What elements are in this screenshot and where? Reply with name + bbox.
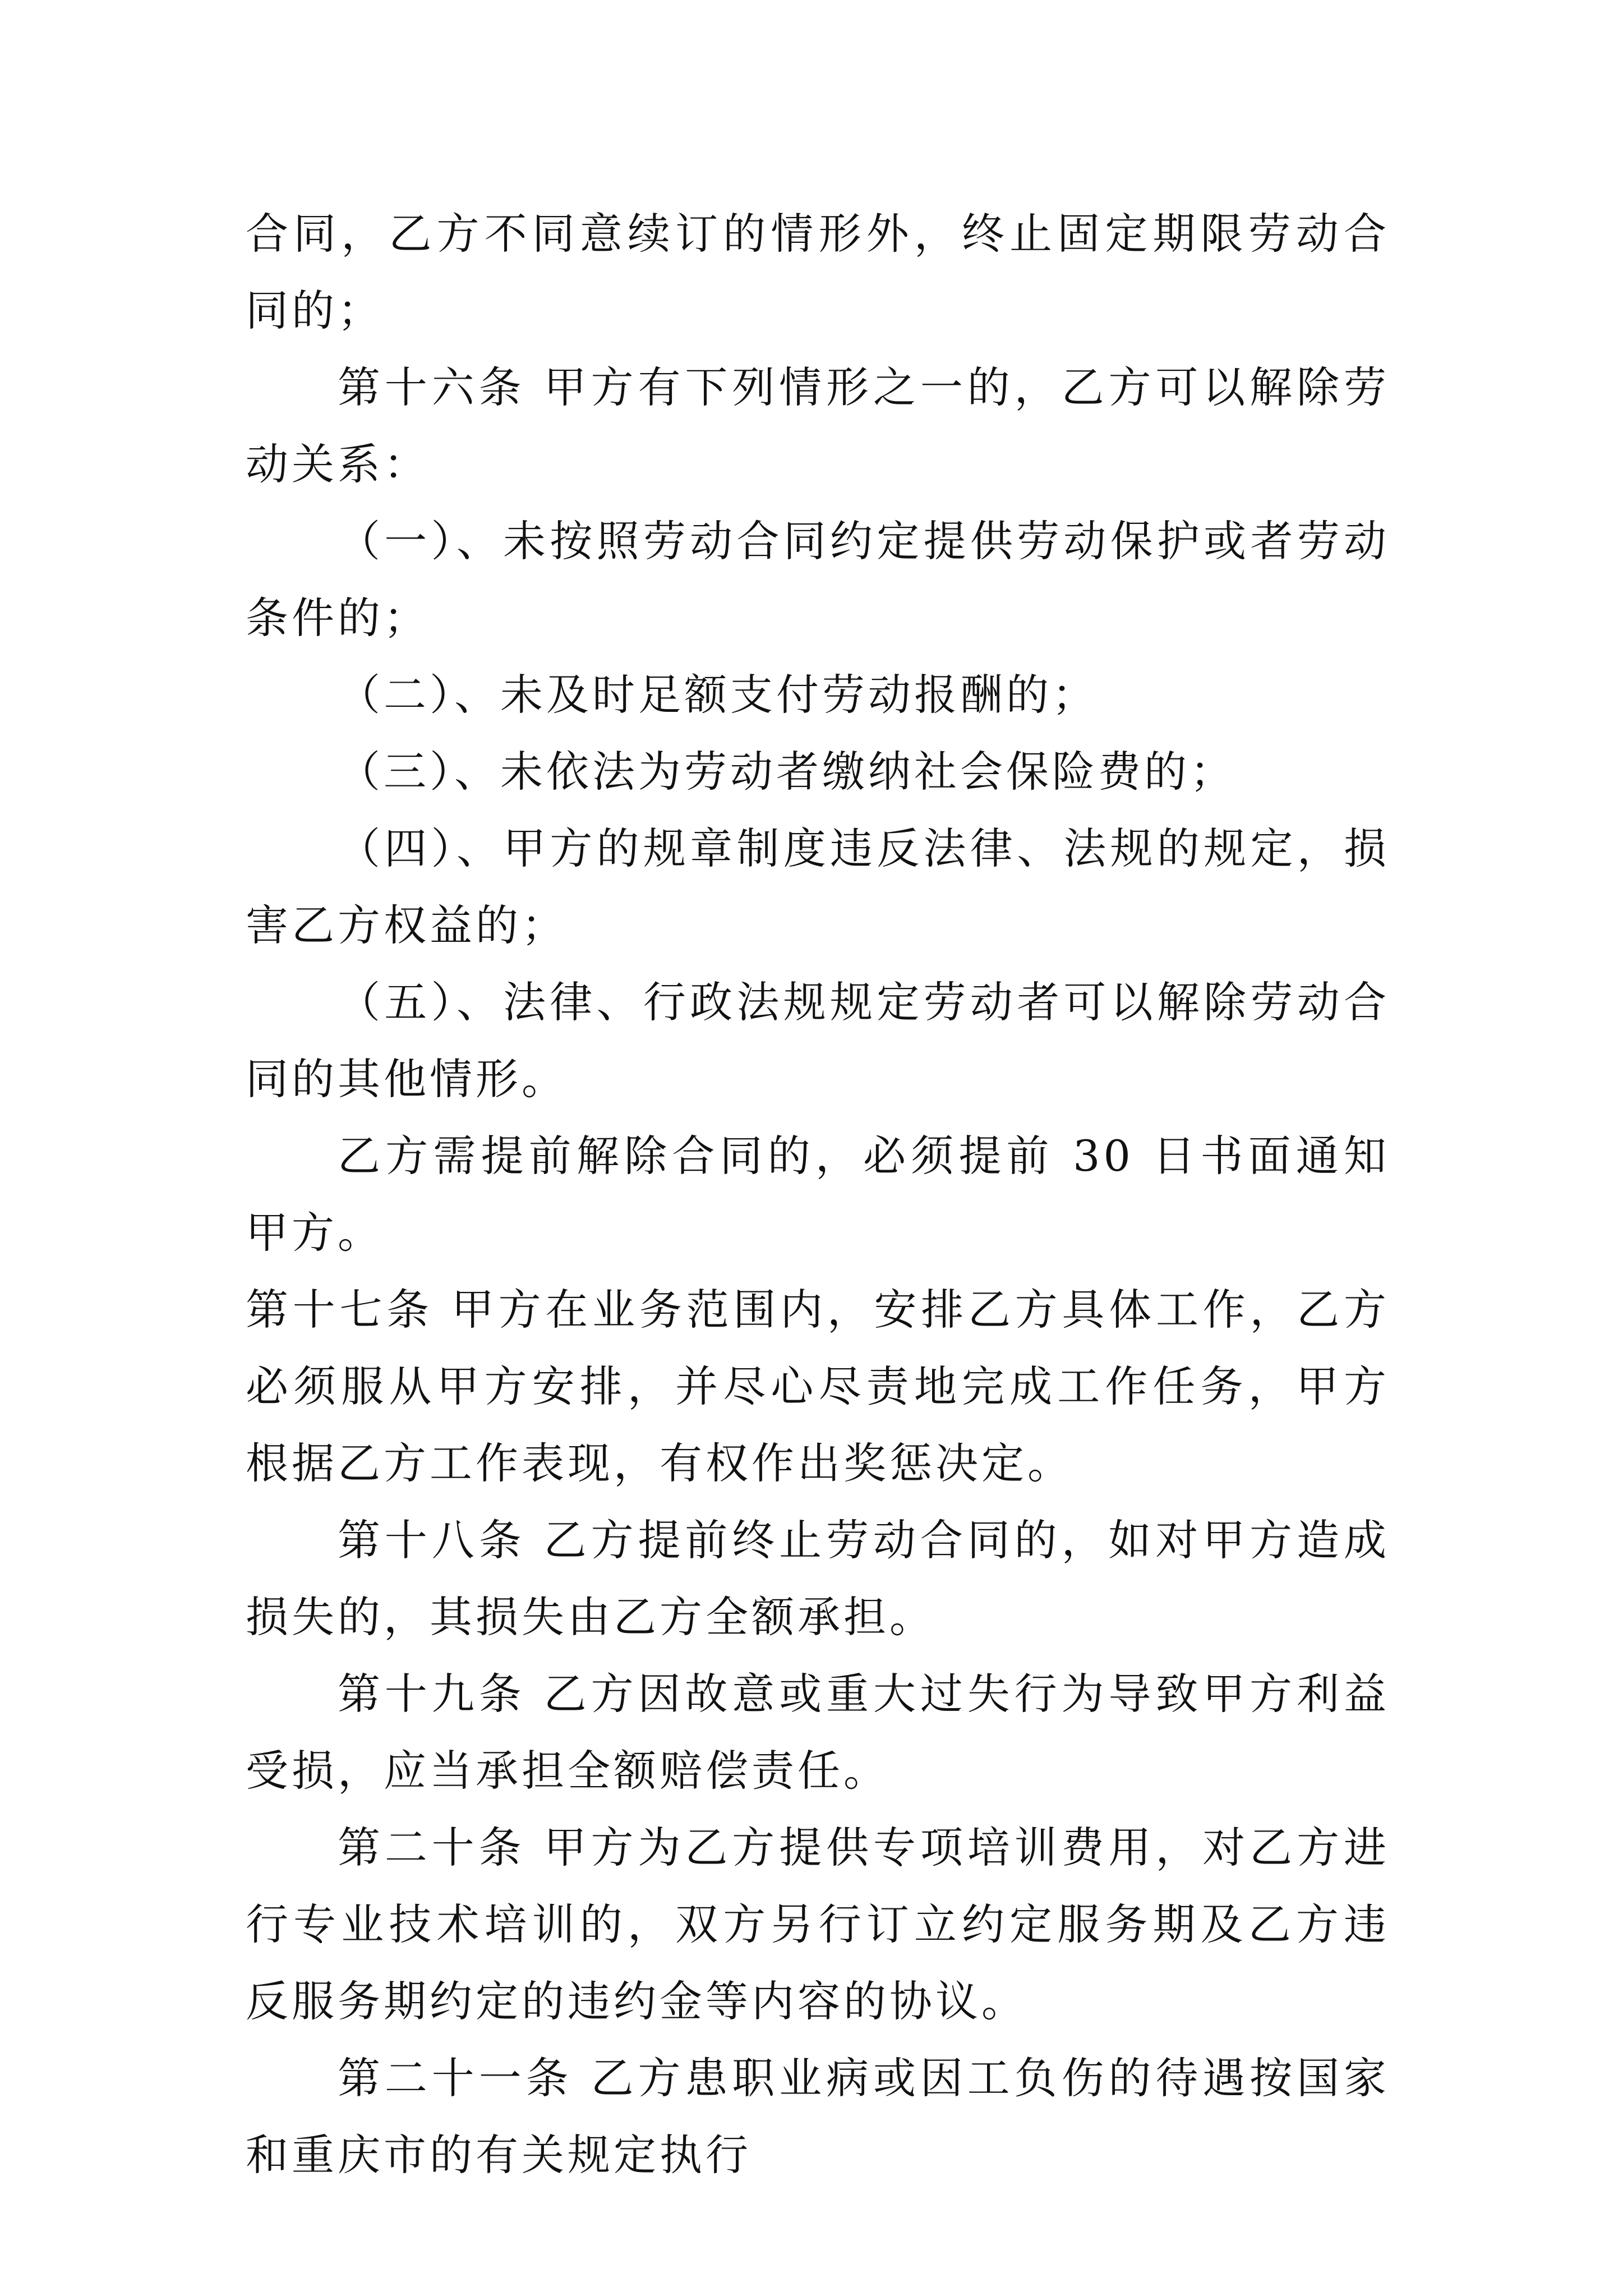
article-20: 第二十条 甲方为乙方提供专项培训费用，对乙方进行专业技术培训的，双方另行订立约定服务期及乙方违反服务期约定的违约金等内容的协议。 [246, 1823, 1390, 2026]
paragraph-contract-continuation: 合同，乙方不同意续订的情形外，终止固定期限劳动合同的； [246, 209, 1390, 335]
article-16-item-1: （一）、未按照劳动合同约定提供劳动保护或者劳动条件的； [246, 516, 1390, 643]
article-16-item-2: （二）、未及时足额支付劳动报酬的； [338, 670, 1098, 720]
article-17: 第十七条 甲方在业务范围内，安排乙方具体工作，乙方必须服从甲方安排，并尽心尽责地完成工作任务，甲方根据乙方工作表现，有权作出奖惩决定。 [246, 1285, 1390, 1488]
article-16: 第十六条 甲方有下列情形之一的，乙方可以解除劳动关系： [246, 362, 1390, 489]
article-16-item-4: （四）、甲方的规章制度违反法律、法规的规定，损害乙方权益的； [246, 823, 1390, 950]
document-body [246, 195, 1390, 2193]
article-16-item-3: （三）、未依法为劳动者缴纳社会保险费的； [338, 747, 1236, 797]
notice-period-paragraph: 乙方需提前解除合同的，必须提前 30 日书面通知甲方。 [246, 1131, 1390, 1258]
article-18: 第十八条 乙方提前终止劳动合同的，如对甲方造成损失的，其损失由乙方全额承担。 [246, 1515, 1390, 1642]
article-21: 第二十一条 乙方患职业病或因工负伤的待遇按国家和重庆市的有关规定执行 [246, 2053, 1390, 2180]
article-19: 第十九条 乙方因故意或重大过失行为导致甲方利益受损，应当承担全额赔偿责任。 [246, 1669, 1390, 1796]
article-16-item-5: （五）、法律、行政法规规定劳动者可以解除劳动合同的其他情形。 [246, 977, 1390, 1104]
